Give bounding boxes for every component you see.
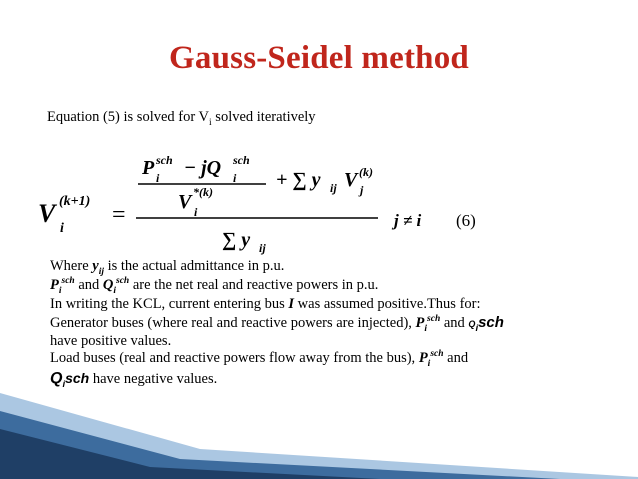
l3-a: In writing the KCL, current entering bus	[50, 296, 289, 312]
l2-P: P	[50, 277, 59, 293]
svg-text:(k+1)	[59, 194, 90, 209]
l6-and: and	[443, 350, 469, 366]
eq-P-sub: i	[156, 171, 160, 185]
svg-text:(k)	[359, 165, 373, 179]
eq-lhs-sub: i	[60, 221, 64, 236]
body-line-4	[50, 314, 504, 333]
l2-rest: are the net real and reactive powers in p.u.	[129, 277, 379, 293]
equation-6	[38, 150, 508, 262]
eq-P: P	[142, 157, 155, 179]
l6-Psub: i	[427, 358, 431, 369]
l6-P: P	[418, 350, 428, 366]
body-line-7	[50, 369, 217, 388]
l7-sch: sch	[65, 370, 90, 386]
svg-text:ij	[259, 241, 266, 255]
intro-pre: Equation (5) is solved for V	[47, 109, 210, 125]
eq-plus-sum: + ∑ y	[276, 169, 321, 191]
svg-text:V	[178, 191, 193, 213]
eq-Q-sup: sch	[233, 153, 250, 167]
l4-Qsub: i	[475, 322, 479, 334]
eq-minus-jQ: − jQ	[184, 157, 222, 179]
l3-b: was assumed positive.Thus for:	[294, 296, 481, 312]
l2-Qsub: i	[113, 285, 117, 296]
body-line-5: have positive values.	[50, 333, 172, 349]
eq-equals: =	[112, 202, 126, 228]
l4-Psup: sch	[427, 314, 441, 325]
l2-Psup: sch	[61, 276, 75, 287]
svg-text:V	[38, 199, 58, 228]
l4-Psub: i	[424, 323, 428, 334]
slide-title: Gauss-Seidel method	[169, 40, 469, 76]
svg-text:i	[233, 171, 237, 185]
svg-text:− jQ	[184, 157, 221, 179]
l7-Qsub: i	[62, 378, 66, 390]
svg-text:j	[358, 183, 364, 197]
svg-text:j ≠ i	[391, 211, 422, 230]
intro-sub: i	[209, 117, 212, 128]
svg-text:*(k)	[193, 185, 213, 199]
l1-a: Where	[50, 258, 93, 274]
l4-and: and	[440, 315, 469, 331]
eq-Vstar-sub: i	[194, 205, 198, 219]
eq-Q-sub: i	[233, 171, 237, 185]
l2-Psub: i	[58, 285, 62, 296]
l6-Psup: sch	[430, 349, 444, 360]
l4-sch: sch	[478, 314, 504, 331]
svg-text:∑ y	[222, 229, 250, 251]
eq-lhs-base: V	[38, 199, 56, 228]
svg-text:=	[112, 202, 126, 228]
intro-line	[47, 108, 316, 126]
eq-Vstar: V	[178, 191, 192, 213]
l3-I: I	[288, 296, 295, 312]
l7-rest: have negative values.	[89, 371, 218, 387]
l2-Qsup: sch	[116, 276, 130, 287]
eq-den-sum: ∑ y	[222, 229, 251, 251]
body-line-3	[50, 295, 481, 313]
corner-swoosh-decoration	[0, 389, 638, 479]
svg-text:i	[194, 205, 198, 219]
eq-y-sub-num: ij	[330, 181, 337, 195]
intro-post: solved iteratively	[211, 109, 316, 125]
l4-Q: Q	[468, 319, 476, 329]
eq-Vstar-sup: *(k)	[193, 185, 213, 199]
svg-text:i	[60, 221, 64, 236]
eq-den-sub: ij	[259, 241, 266, 255]
eq-number: (6)	[456, 211, 476, 230]
svg-text:+ ∑ y	[276, 169, 321, 191]
l2-and: and	[74, 277, 103, 293]
eq-P-sup: sch	[156, 153, 173, 167]
l4-a: Generator buses (where real and reactive powers are injected),	[50, 315, 416, 331]
eq-Vj-sup: (k)	[359, 165, 373, 179]
body-line-1	[50, 257, 284, 275]
svg-text:V	[344, 169, 359, 191]
svg-text:P	[141, 157, 155, 179]
l2-Q: Q	[102, 277, 114, 293]
svg-text:i	[156, 171, 160, 185]
svg-text:sch	[155, 153, 173, 167]
body-line-2	[50, 276, 378, 294]
body-line-6	[50, 349, 468, 367]
eq-Vj: V	[344, 169, 358, 191]
eq-Vj-sub: j	[360, 183, 364, 197]
svg-text:(6)	[456, 211, 476, 230]
eq-condition: j ≠ i	[394, 211, 422, 230]
l1-b: is the actual admittance in p.u.	[103, 258, 285, 274]
l7-Q: Q	[50, 370, 63, 387]
l6-a: Load buses (real and reactive powers flow away from the bus),	[50, 350, 419, 366]
eq-lhs-sup: (k+1)	[59, 194, 91, 209]
l4-P: P	[415, 315, 425, 331]
l1-ysub: ij	[98, 266, 104, 277]
l1-y: y	[92, 258, 99, 274]
svg-text:ij	[330, 181, 337, 195]
svg-text:sch	[232, 153, 250, 167]
